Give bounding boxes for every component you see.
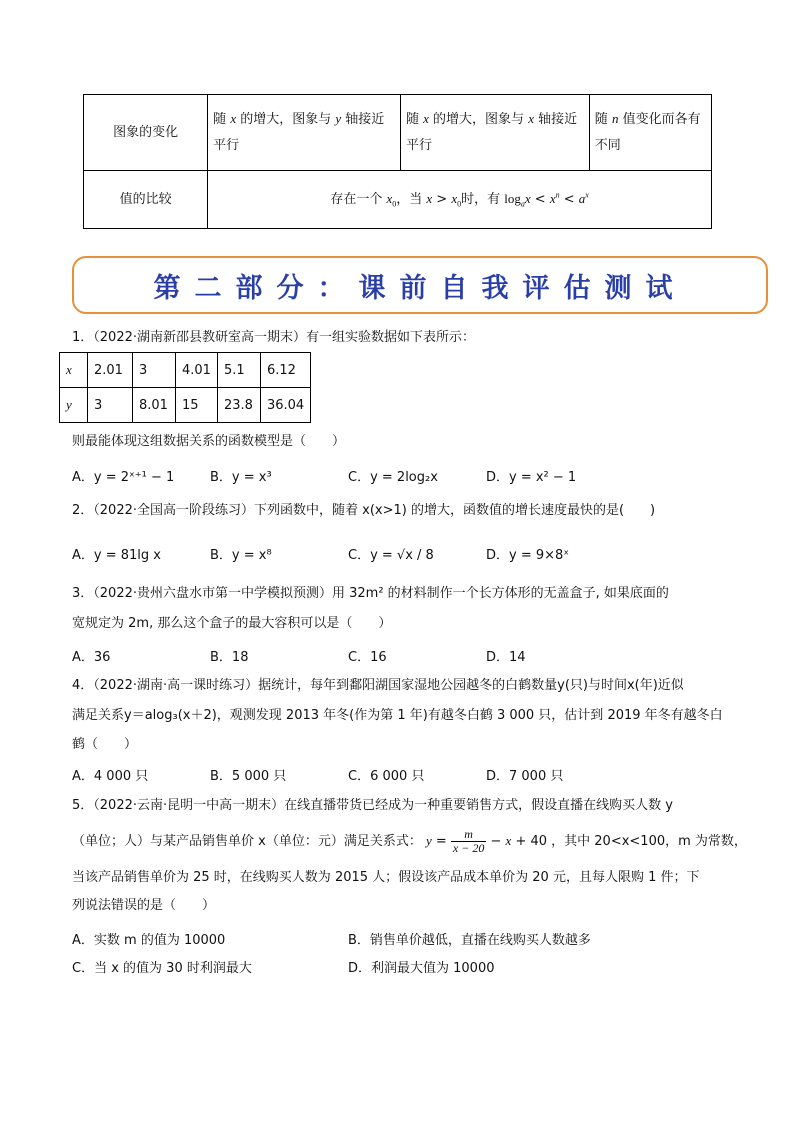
question-2-stem: 2．（2022·全国高一阶段练习）下列函数中，随着 x(x>1) 的增大，函数值的增长速度最快的是( ): [72, 503, 656, 518]
table-cell: 15: [176, 388, 218, 423]
question-1-prompt: 则最能体现这组数据关系的函数模型是（ ）: [72, 434, 346, 449]
q1-option-b: B．y = x³: [210, 470, 272, 485]
q5-option-b: B．销售单价越低，直播在线购买人数越多: [348, 933, 591, 948]
q5-option-c: C．当 x 的值为 30 时利润最大: [72, 961, 252, 976]
q1-option-d: D．y = x² − 1: [486, 470, 577, 485]
table-cell: x: [60, 353, 88, 388]
q4-option-a: A．4 000 只: [72, 769, 149, 784]
table-row: [84, 95, 712, 171]
q2-option-a: A．y = 81lg x: [72, 548, 161, 563]
q2-option-b: B．y = x⁸: [210, 548, 272, 563]
q3-option-a: A．36: [72, 650, 111, 665]
table-cell: 8.01: [133, 388, 176, 423]
q3-option-d: D．14: [486, 650, 526, 665]
table-row: [84, 171, 712, 229]
table-cell: 36.04: [260, 388, 310, 423]
question-1-stem: 1．（2022·湖南新邵县教研室高一期末）有一组实验数据如下表所示：: [72, 330, 475, 345]
section-title: 第二部分：课前自我评估测试: [153, 272, 687, 304]
table-cell: 存在一个 $x_0$，当 $x > x_0$时，有 $\log_ax < x^n < a^x$: [208, 171, 712, 229]
q3-option-b: B．18: [210, 650, 249, 665]
question-5-stem-line-4: 列说法错误的是（ ）: [72, 898, 216, 913]
table-cell: 4.01: [176, 353, 218, 388]
table-cell: 6.12: [260, 353, 310, 388]
question-3-stem-line-1: 3．（2022·贵州六盘水市第一中学模拟预测）用 32m² 的材料制作一个长方体形的无盖盒子, 如果底面的: [72, 586, 669, 601]
comparison-table: [83, 94, 712, 229]
table-cell: 随 x 的增大，图象与 y 轴接近平行: [208, 95, 401, 171]
q4-option-d: D．7 000 只: [486, 769, 564, 784]
table-row: [60, 388, 311, 423]
question-5-stem-line-1: 5．（2022·云南·昆明一中高一期末）在线直播带货已经成为一种重要销售方式，假设直播在线购买人数 y: [72, 798, 673, 813]
q5-stem-part-b: ，其中 20<x<100，m 为常数，: [551, 834, 747, 849]
q2-option-d: D．y = 9×8ˣ: [486, 548, 570, 563]
table-row: [60, 353, 311, 388]
table-cell: 5.1: [217, 353, 260, 388]
q2-option-c: C．y = √x / 8: [348, 548, 434, 563]
q4-option-b: B．5 000 只: [210, 769, 287, 784]
table-cell: 随 n 值变化而各有不同: [589, 95, 711, 171]
question-3-stem-line-2: 宽规定为 2m, 那么这个盒子的最大容积可以是（ ）: [72, 616, 392, 631]
table-cell: 3: [88, 388, 133, 423]
q1-option-c: C．y = 2log₂x: [348, 470, 438, 485]
question-5-stem-line-2: [72, 828, 747, 855]
table-cell: 3: [133, 353, 176, 388]
question-5-stem-line-3: 当该产品销售单价为 25 时，在线购买人数为 2015 人；假设该产品成本单价为 20 元，且每人限购 1 件；下: [72, 870, 700, 885]
q3-option-c: C．16: [348, 650, 387, 665]
q4-option-c: C．6 000 只: [348, 769, 425, 784]
table-cell: 23.8: [217, 388, 260, 423]
table-cell: 随 x 的增大，图象与 x 轴接近平行: [401, 95, 590, 171]
q5-formula: y = $\frac{m}{x - 20}$ − x + 40: [425, 827, 548, 855]
question-4-stem-line-3: 鹤（ ）: [72, 737, 138, 752]
question-4-stem-line-2: 满足关系y＝alog₃(x＋2)，观测发现 2013 年冬(作为第 1 年)有越冬白鹤 3 000 只，估计到 2019 年冬有越冬白: [72, 708, 723, 723]
question-4-stem-line-1: 4．（2022·湖南·高一课时练习）据统计，每年到鄱阳湖国家湿地公园越冬的白鹤数量y(只)与时间x(年)近似: [72, 678, 684, 693]
q5-stem-part-a: （单位；人）与某产品销售单价 x（单位：元）满足关系式：: [72, 834, 422, 849]
row-header-graph-change: 图象的变化: [84, 95, 208, 171]
section-banner: [72, 256, 768, 314]
q5-option-a: A．实数 m 的值为 10000: [72, 933, 226, 948]
q5-option-d: D．利润最大值为 10000: [348, 961, 495, 976]
q1-option-a: A．y = 2ˣ⁺¹ − 1: [72, 470, 175, 485]
data-table: [59, 352, 311, 423]
table-cell: 2.01: [88, 353, 133, 388]
row-header-value-compare: 值的比较: [84, 171, 208, 229]
table-cell: y: [60, 388, 88, 423]
